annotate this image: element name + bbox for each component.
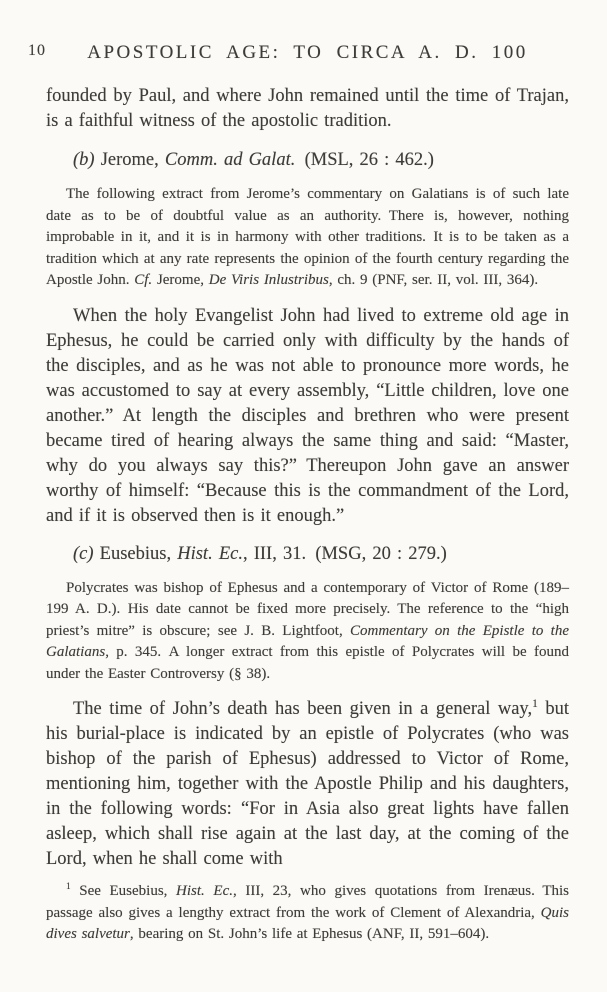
note-c-italic-1: Commentary on the Epistle to the Galatians: [46, 622, 570, 660]
note-b-text-2: Jerome,: [152, 272, 209, 288]
footnote-reference-1: 1: [532, 697, 538, 710]
note-b-italic-2: De Viris Inlustribus: [208, 272, 329, 288]
note-b-text-1: The following extract from Jerome’s commentary on Galatians is of such late date as to be of doubtful value as an authority. There is, however, nothing improbable in it, and it is in harmony with other traditions. It is to be taken as a tradition which at any rate represents the opinion of the fourth century regarding the Apostle John.: [46, 186, 569, 288]
footnote-1-text-3: , bearing on St. John’s life at Ephesus (ANF, II, 591–604).: [129, 926, 490, 942]
section-c-citation: , III, 31. (MSG, 20 : 279.): [242, 543, 447, 564]
note-b-italic-1: Cf.: [134, 272, 153, 288]
section-b-extract-paragraph: [46, 304, 569, 529]
section-b-work-title: Comm. ad Galat.: [164, 150, 296, 170]
section-b-letter: (b): [73, 150, 95, 170]
john-death-text-2: but his burial-place is indicated by an epistle of Polycrates (who was bishop of the parish of Ephesus) addressed to Victor of Rome, mentioning him, together with the Apostle Philip and his daughters, in the following words: “For in Asia also great lights have fallen asleep, which shall rise again at the last day, at the coming of the Lord, when he shall come with: [46, 699, 570, 869]
section-b-heading: [46, 148, 569, 173]
note-b-text-3: , ch. 9 (PNF, ser. II, vol. III, 364).: [328, 272, 539, 288]
section-c-work-title: Hist. Ec.: [177, 543, 243, 564]
footnote-1-marker: 1: [66, 882, 71, 892]
john-death-paragraph: [46, 697, 569, 872]
page-number: 10: [28, 42, 46, 59]
footnote-1-text-1: See Eusebius,: [70, 883, 177, 899]
footnote-1-text-2: , III, 23, who gives quotations from Irenæus. This passage also gives a lengthy extract from the work of Clement of Alexandria,: [46, 883, 570, 921]
section-b-editorial-note: [46, 184, 569, 292]
john-death-text-1: The time of John’s death has been given in a general way,: [73, 699, 533, 719]
footnote-1: [46, 881, 569, 946]
section-b-citation: (MSL, 26 : 462.): [295, 150, 434, 170]
note-c-text-1: Polycrates was bishop of Ephesus and a contemporary of Victor of Rome (189–199 A. D.). His date cannot be fixed more precisely. The reference to the “high priest’s mitre” is obscure; see J. B. Lightfoot,: [46, 579, 569, 639]
section-c-heading: [46, 542, 569, 567]
footnote-1-italic-2: Quis dives salvetur: [46, 904, 569, 942]
footnote-1-italic-1: Hist. Ec.: [176, 883, 233, 899]
running-header: APOSTOLIC AGE: TO CIRCA A. D. 100: [87, 42, 528, 63]
section-c-letter: (c): [73, 543, 94, 564]
continuation-text: founded by Paul, and where John remained until the time of Trajan, is a faithful witness of the apostolic tradition.: [46, 86, 569, 131]
note-c-text-2: , p. 345. A longer extract from this epistle of Polycrates will be found under the Easter Controversy (§ 38).: [46, 644, 569, 682]
continuation-paragraph: [46, 84, 569, 134]
section-b-author: Jerome,: [94, 150, 165, 170]
section-c-editorial-note: [46, 578, 569, 686]
extract-b-text: When the holy Evangelist John had lived to extreme old age in Ephesus, he could be carried only with difficulty by the hands of the disciples, and as he was not able to pronounce more words, he was accustomed to say at every assembly, “Little children, love one another.” At length the disciples and brethren who were present became tired of hearing always the same thing and said: “Master, why do you always say this?” Thereupon John gave an answer worthy of himself: “Because this is the commandment of the Lord, and if it is observed then is it enough.”: [46, 305, 569, 526]
section-c-author: Eusebius,: [93, 543, 178, 564]
